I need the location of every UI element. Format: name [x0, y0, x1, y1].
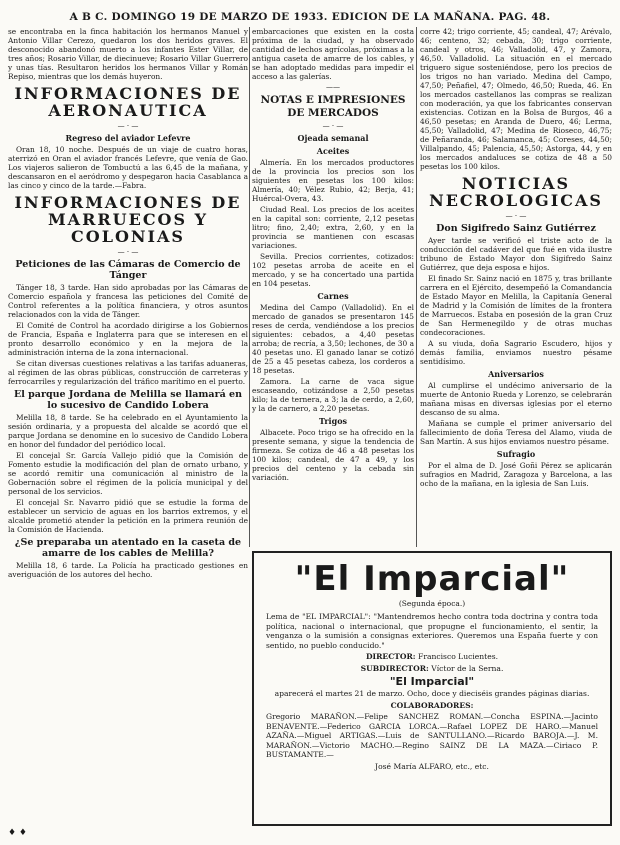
section-title: INFORMACIONES DE AERONAUTICA	[14, 84, 242, 120]
subsection-title: Trigos	[318, 416, 348, 426]
ad-appearance: aparecerá el martes 21 de marzo. Ocho, doce y dieciséis grandes páginas diarias.	[274, 689, 590, 698]
ad-title: "El Imparcial"	[294, 559, 570, 599]
article-title: Don Sigifredo Sainz Gutiérrez	[436, 223, 596, 234]
ad-director	[266, 652, 598, 662]
section-subtitle: Ojeada semanal	[297, 133, 369, 143]
separator: ——	[326, 83, 340, 91]
article-title: ¿Se preparaba un atentado en la caseta de amarre de los cables de Melilla?	[14, 537, 242, 559]
page-header: A B C. DOMINGO 19 DE MARZO DE 1933. EDICION DE LA MAÑANA. PAG. 48.	[69, 11, 551, 23]
subdirector-name: Víctor de la Serna.	[431, 663, 504, 673]
ad-collaborators: Gregorio MARAÑON.—Felipe SANCHEZ ROMAN.—Concha ESPINA.—Jacinto BENAVENTE.—Federico GARCIA LORCA.—Rafael LOPEZ DE HARO.—Manuel AZAÑA.—Miguel ARTIGAS.—Luis de SANTULLANO.—Ricardo BAROJA.—J. M. MARAÑON.—Victorio MACHO.—Regino SAINZ DE LA MAZA.—Ciriaco P. BUSTAMANTE.—	[266, 712, 598, 759]
article-text: El Comité de Control ha acordado dirigirse a los Gobiernos de Francia, España e Inglaterra para que se interesen en el pronto desarrollo económico y en la mejora de la administración interna de la zona internacional.	[8, 321, 248, 357]
article-title: Peticiones de las Cámaras de Comercio de Tánger	[15, 259, 241, 281]
column-rule	[416, 27, 417, 547]
subsection-title: Aceites	[316, 146, 350, 156]
subdirector-label: SUBDIRECTOR:	[360, 663, 429, 673]
separator: — · —	[117, 248, 139, 256]
article-text: Ayer tarde se verificó el triste acto de la conducción del cadáver del que fué en vida ilustre tribuno de Estado Mayor don Sigifredo Sainz Gutiérrez, que deja esposa e hijos.	[420, 236, 612, 272]
section-title: NOTAS E IMPRESIONES DE MERCADOS	[260, 94, 406, 119]
ad-collaborators-label: COLABORADORES:	[390, 700, 474, 710]
article-text: A su viuda, doña Sagrario Escudero, hijos y demás familia, enviamos nuestro pésame sentidísimo.	[420, 339, 612, 366]
separator: — · —	[117, 122, 139, 130]
advertisement-box	[252, 551, 612, 826]
subsection-title: Sufragio	[496, 449, 536, 459]
article-text: Por el alma de D. José Goñi Pérez se aplicarán sufragios en Madrid, Zaragoza y Barcelona, a las ocho de la mañana, en la iglesia de San Luis.	[420, 461, 612, 488]
column-left	[8, 27, 248, 581]
ad-mid-title: "El Imparcial"	[389, 675, 475, 688]
column-middle	[252, 27, 414, 484]
article-text: Melilla 18, 6 tarde. La Policía ha practicado gestiones en averiguación de los autores del hecho.	[8, 561, 248, 579]
section-title: INFORMACIONES DE MARRUECOS Y COLONIAS	[14, 193, 242, 246]
article-text: Melilla 18, 8 tarde. Se ha celebrado en el Ayuntamiento la sesión ordinaria, y a propuesta del alcalde se acordó que el parque Jordana se denomine en lo sucesivo de Candido Lobera en honor del fundador del periódico local.	[8, 413, 248, 449]
article-text: embarcaciones que existen en la costa próxima de la ciudad, y ha observado cantidad de lechos agrícolas, próximas a la antigua caseta de amarre de los cables, y se han adoptado medidas para impedir el acceso a las galerías.	[252, 27, 414, 81]
article-text: El finado Sr. Sainz nació en 1875 y, tras brillante carrera en el Ejército, desempeñó la Comandancia de Estado Mayor en Melilla, la Capitanía General de Madrid y la Comisión de límites de la frontera de Marruecos. Estaba en posesión de la gran Cruz de San Hermenegildo y de otras muchas condecoraciones.	[420, 274, 612, 337]
separator: — · —	[322, 122, 344, 130]
article-text: se encontraba en la finca habitación los hermanos Manuel y Antonio Villar Cerezo, quedaron los dos heridos graves. El desconocido abandonó muerto a los infantes Ester Villar, de tres años; Rosario Villar, de diecinueve; Rosario Villar Guerrero y unas tías. Resultaron heridos los hermanos Villar y Román Repiso, mientras que los demás huyeron.	[8, 27, 248, 81]
section-title: NOTICIAS NECROLOGICAS	[429, 174, 603, 210]
article-text: El concejal Sr. Navarro pidió que se estudie la forma de establecer un servicio de aguas en los barrios extremos, y el alcalde prometió atender la petición en la primera reunión de la Comisión de Hacienda.	[8, 498, 248, 534]
ad-subdirector	[266, 664, 598, 674]
column-right	[420, 27, 612, 490]
article-text: Al cumplirse el undécimo aniversario de la muerte de Antonio Rueda y Lorenzo, se celebrarán mañana misas en diversas iglesias por el eterno descanso de su alma.	[420, 381, 612, 417]
article-text: Oran 18, 10 noche. Después de un viaje de cuatro horas, aterrizó en Oran el aviador francés Lefevre, que venía de Gao. Los viajeros salieron de Tombuctú a las 6,45 de la mañana, y descansaron en el aeródromo y despegaron hacia Casablanca a las cinco y cinco de la tarde.—Fabra.	[8, 145, 248, 190]
article-title: El parque Jordana de Melilla se llamará en lo sucesivo de Candido Lobera	[13, 389, 243, 411]
separator: — · —	[505, 212, 527, 220]
ad-subtitle: (Segunda época.)	[398, 599, 466, 608]
article-title: Regreso del aviador Lefevre	[65, 133, 191, 143]
article-text: Se citan diversas cuestiones relativas a las tarifas aduaneras, al régimen de las obras públicas, construcción de carreteras y ferrocarriles y regularización del tráfico marítimo en el puerto.	[8, 359, 248, 386]
ad-collaborators-end: José María ALFARO, etc., etc.	[375, 761, 489, 771]
article-text: Medina del Campo (Valladolid). En el mercado de ganados se presentaron 145 reses de cerda, vendiéndose a los precios siguientes: cebados, a 4,40 pesetas arroba; de recría, a 3,50; lechones, de 30 a 40 pesetas uno. El ganado lanar se cotizó de 25 a 45 pesetas cabeza, los corderos a 18 pesetas.	[252, 303, 414, 375]
article-text: Ciudad Real. Los precios de los aceites en la capital son: corriente, 2,12 pesetas litro; fino, 2,40; extra, 2,60, y en la provincia se mantienen con escasas variaciones.	[252, 205, 414, 250]
subsection-title: Carnes	[317, 291, 349, 301]
subsection-title: Aniversarios	[488, 369, 544, 379]
column-rule	[249, 27, 250, 547]
article-text: Albacete. Poco trigo se ha ofrecido en la presente semana, y sigue la tendencia de firmeza. Se cotiza de 46 a 48 pesetas los 100 kilos; candeal, de 47 a 49, y los precios del centeno y la cebada sin variación.	[252, 428, 414, 482]
article-text: Sevilla. Precios corrientes, cotizados: 102 pesetas arroba de aceite en el mercado, y se ha concertado una partida en 104 pesetas.	[252, 252, 414, 288]
ad-lema: Lema de "EL IMPARCIAL": "Mantendremos hecho contra toda doctrina y contra toda política, nacional o internacional, que propugne el funcionamiento, el sentir, la venganza o la sumisión a consignas exteriores. Queremos una España fuerte y con sentido, no pueblo conducido."	[266, 612, 598, 650]
article-text: Mañana se cumple el primer aniversario del fallecimiento de doña Teresa del Alamo, viuda de San Martín. A sus hijos enviamos nuestro pésame.	[420, 419, 612, 446]
article-text: Zamora. La carne de vaca sigue escaseando, cotizándose a 2,50 pesetas kilo; la de ternera, a 3; la de cerdo, a 2,60, y la de carnero, a 2,20 pesetas.	[252, 377, 414, 413]
director-name: Francisco Lucientes.	[418, 652, 499, 661]
director-label: DIRECTOR:	[365, 652, 416, 661]
article-text: corre 42; trigo corriente, 45; candeal, 47; Arévalo, 46; centeno, 32; cebada, 30; trigo corriente, candeal y otros, 46; Valladolid, 47, y Zamora, 46,50. Valladolid. La situación en el mercado triguero sigue sosteniéndose, pero los precios de los trigos no han variado. Medina del Campo, 47,50; Peñafiel, 47; Olmedo, 46,50; Rueda, 46. En los mercados castellanos las compras se realizan con moderación, ya que los fabricantes conservan existencias. Cotizan en la Bolsa de Burgos, 46 a 46,50 pesetas; en Aranda de Duero, 46; Lerma, 45,50; Valladolid, 47; Medina de Rioseco, 46,75; de Peñaranda, 46; Salamanca, 45; Coreses, 44,50; Villalpando, 45; Palencia, 45,50; Astorga, 44, y en los mercados andaluces se cotiza de 48 a 50 pesetas los 100 kilos.	[420, 27, 612, 171]
article-text: Almería. En los mercados productores de la provincia los precios son los siguientes en pesetas los 100 kilos: Almería, 40; Vélez Rubio, 42; Berja, 41; Huércal-Overa, 43.	[252, 158, 414, 203]
article-text: El concejal Sr. García Vallejo pidió que la Comisión de Fomento estudie la modificación del plan de ornato urbano, y se acordó remitir una comunicación al ministro de la Gobernación sobre el régimen de la policía municipal y del personal de los servicios.	[8, 451, 248, 496]
page-footer-marks: ♦ ♦	[8, 828, 27, 838]
article-text: Tánger 18, 3 tarde. Han sido aprobadas por las Cámaras de Comercio española y francesa las peticiones del Comité de Control referentes a la política financiera, y otros asuntos relacionados con la vida de Tánger.	[8, 283, 248, 319]
